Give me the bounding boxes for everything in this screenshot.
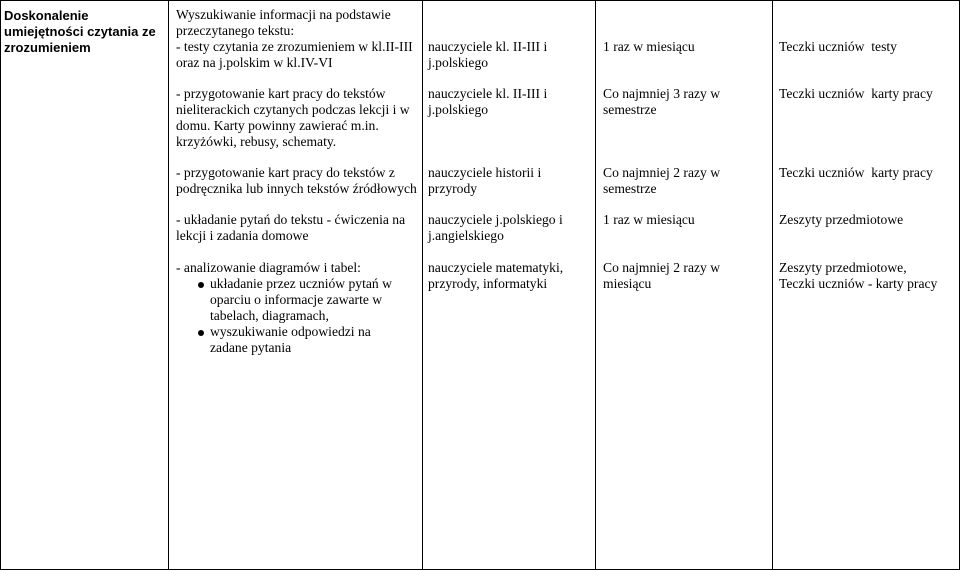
frequency-line: 1 raz w miesiącu [603, 212, 695, 227]
who-line: nauczyciele kl. II-III i [428, 39, 548, 54]
activity-line: - testy czytania ze zrozumieniem w kl.II-III [176, 39, 413, 54]
activity-line: domu. Karty powinny zawierać m.in. [176, 118, 379, 133]
activity-line: - analizowanie diagramów i tabel: [176, 260, 361, 275]
documentation-line: Zeszyty przedmiotowe, [779, 260, 907, 275]
bullet-line: wyszukiwanie odpowiedzi na [210, 324, 371, 339]
who-cell [428, 39, 593, 71]
who-line: j.polskiego [428, 102, 489, 117]
who-line: przyrody [428, 181, 478, 196]
frequency-cell [603, 260, 771, 292]
frequency-cell [603, 39, 771, 55]
who-cell [428, 212, 593, 244]
documentation-cell [779, 86, 957, 102]
who-line: nauczyciele kl. II-III i [428, 86, 548, 101]
frequency-line: Co najmniej 2 razy w [603, 165, 721, 180]
frequency-cell [603, 86, 771, 118]
activity-cell [176, 165, 420, 197]
frequency-line: 1 raz w miesiącu [603, 39, 695, 54]
frequency-line: Co najmniej 2 razy w [603, 260, 721, 275]
activity-line: - układanie pytań do tekstu - ćwiczenia na [176, 212, 406, 227]
documentation-cell [779, 212, 957, 228]
table-border-left [0, 0, 1, 570]
frequency-line: semestrze [603, 102, 657, 117]
who-line: nauczyciele matematyki, [428, 260, 564, 275]
activity-line: podręcznika lub innych tekstów źródłowych [176, 181, 417, 196]
column-divider [595, 0, 596, 570]
section-title-text: Doskonalenie umiejętności czytania ze zrozumieniem [4, 8, 156, 55]
bullet-line: tabelach, diagramach, [210, 308, 329, 323]
activity-line: nieliterackich czytanych podczas lekcji i w [176, 102, 410, 117]
activity-line: krzyżówki, rebusy, schematy. [176, 134, 337, 149]
who-cell [428, 86, 593, 118]
frequency-line: miesiącu [603, 276, 652, 291]
documentation-line: Zeszyty przedmiotowe [779, 212, 904, 227]
activity-line: lekcji i zadania domowe [176, 228, 309, 243]
activity-line: przeczytanego tekstu: [176, 23, 295, 38]
bullet-icon [198, 282, 204, 288]
bullet-item [176, 324, 420, 356]
who-line: nauczyciele j.polskiego i [428, 212, 563, 227]
documentation-line: Teczki uczniów karty pracy [779, 86, 933, 101]
bullet-list [176, 276, 420, 356]
section-title [4, 8, 166, 56]
who-line: nauczyciele historii i [428, 165, 542, 180]
activity-cell [176, 7, 420, 71]
bullet-item [176, 276, 420, 324]
frequency-line: semestrze [603, 181, 657, 196]
column-divider [422, 0, 423, 570]
bullet-line: zadane pytania [210, 340, 292, 355]
bullet-line: układanie przez uczniów pytań w [210, 276, 392, 291]
who-cell [428, 260, 593, 292]
documentation-cell [779, 165, 957, 181]
activity-line: Wyszukiwanie informacji na podstawie [176, 7, 391, 22]
who-cell [428, 165, 593, 197]
activity-line: - przygotowanie kart pracy do tekstów [176, 86, 386, 101]
activity-line: - przygotowanie kart pracy do tekstów z [176, 165, 395, 180]
column-divider [168, 0, 169, 570]
who-line: j.polskiego [428, 55, 489, 70]
documentation-line: Teczki uczniów karty pracy [779, 165, 933, 180]
table-border-top [0, 0, 960, 1]
who-line: przyrody, informatyki [428, 276, 548, 291]
who-line: j.angielskiego [428, 228, 504, 243]
activity-line: oraz na j.polskim w kl.IV-VI [176, 55, 333, 70]
documentation-line: Teczki uczniów - karty pracy [779, 276, 938, 291]
documentation-cell [779, 260, 957, 292]
documentation-cell [779, 39, 957, 55]
frequency-cell [603, 212, 771, 228]
activity-cell [176, 212, 420, 244]
bullet-icon [198, 330, 204, 336]
activity-cell [176, 86, 420, 150]
column-divider [772, 0, 773, 570]
frequency-cell [603, 165, 771, 197]
activity-cell [176, 260, 420, 356]
bullet-line: oparciu o informacje zawarte w [210, 292, 383, 307]
documentation-line: Teczki uczniów testy [779, 39, 897, 54]
frequency-line: Co najmniej 3 razy w [603, 86, 721, 101]
